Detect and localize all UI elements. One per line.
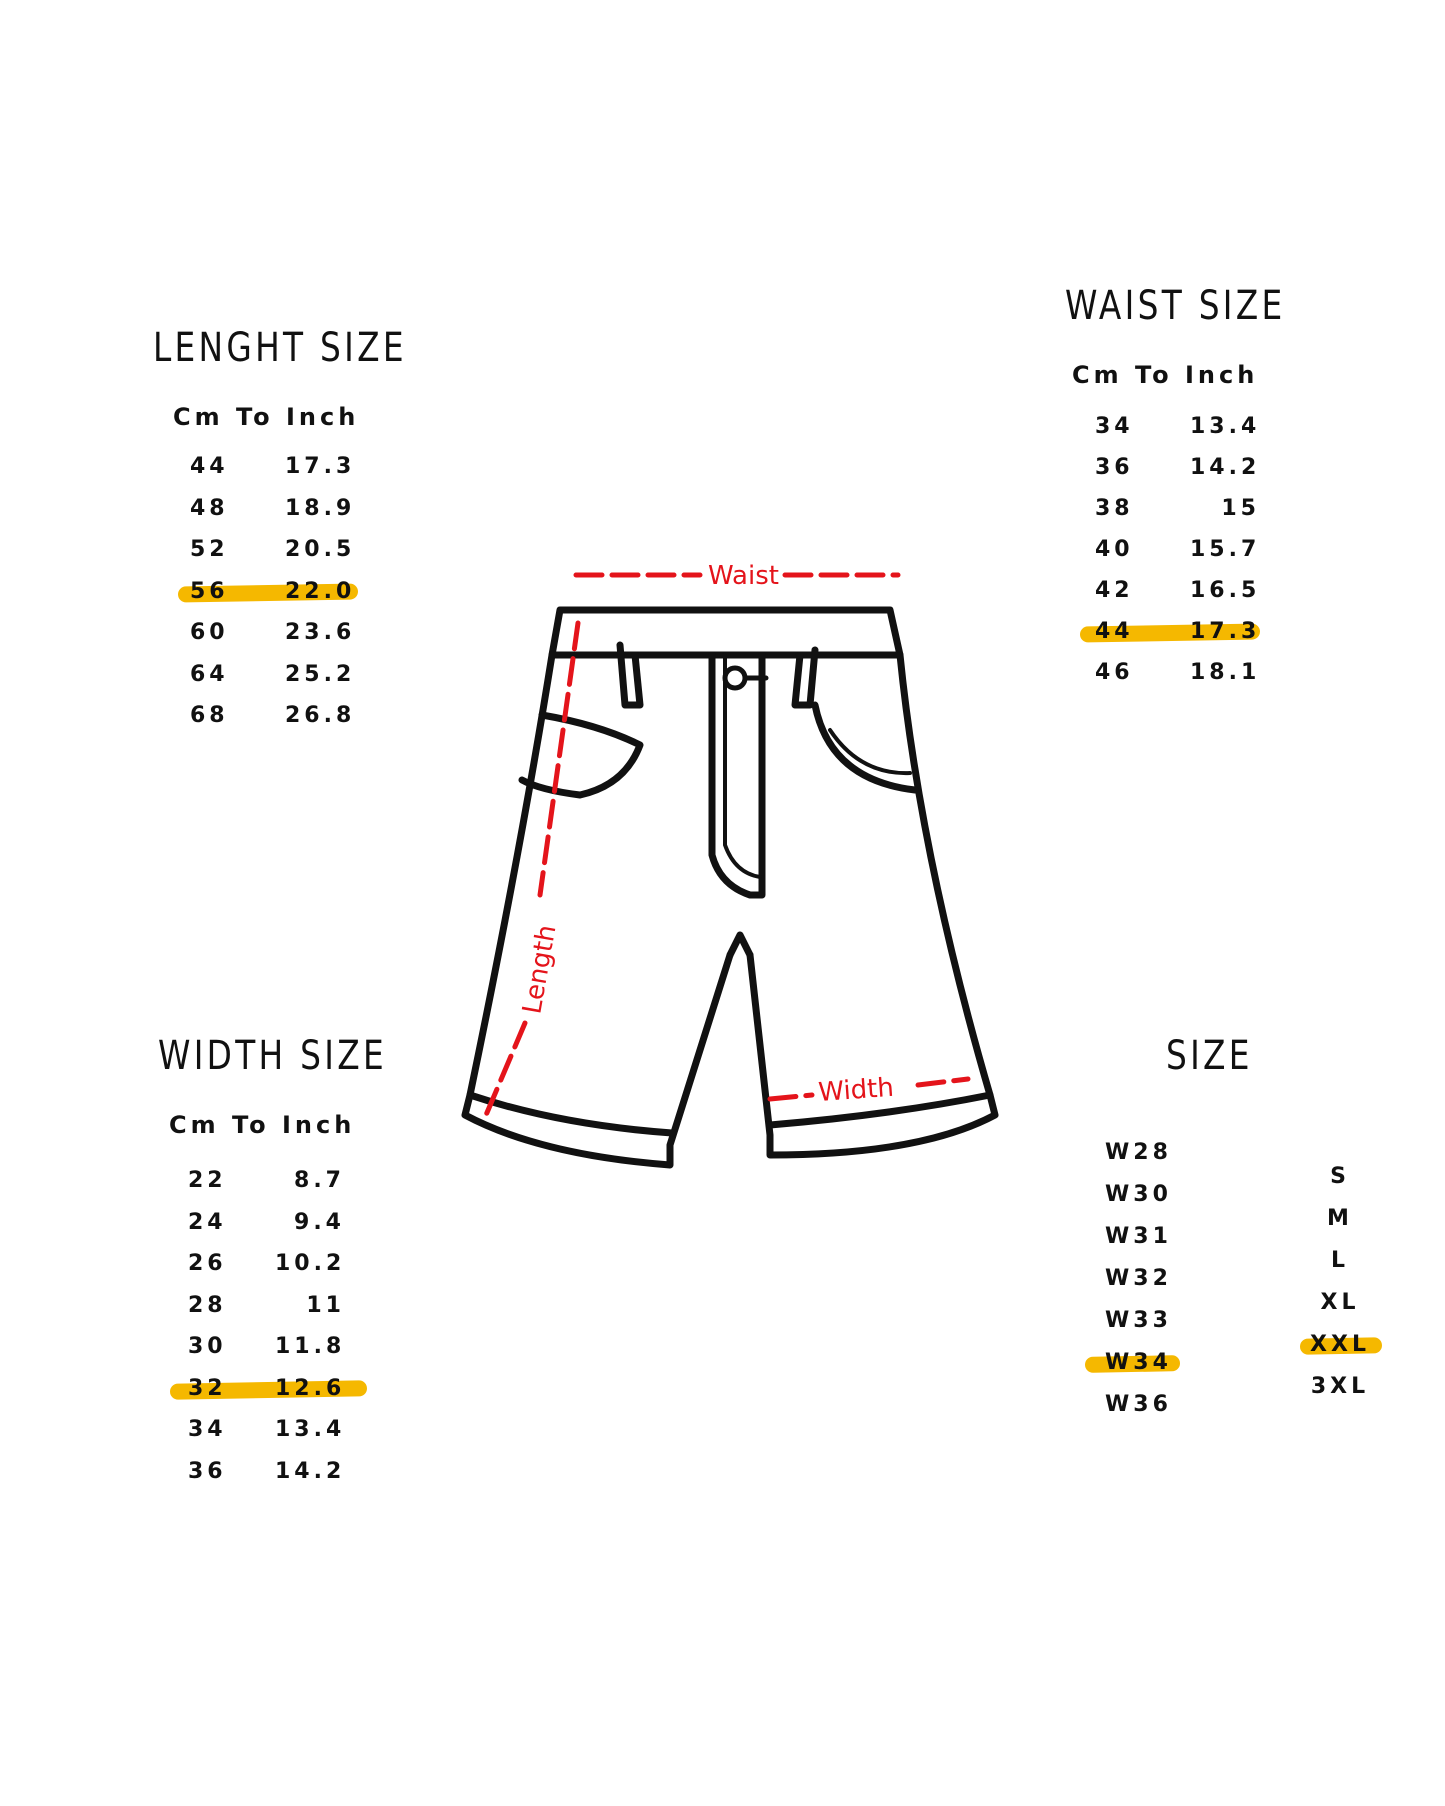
width-measure-line-right bbox=[918, 1079, 968, 1085]
size-value: 3XL bbox=[1310, 1374, 1370, 1399]
size-row bbox=[150, 655, 410, 695]
cm-value: 60 bbox=[190, 620, 229, 645]
size-row bbox=[150, 613, 410, 653]
inch-value: 22.0 bbox=[285, 578, 356, 604]
inch-value: 9.4 bbox=[294, 1209, 345, 1235]
button-icon bbox=[725, 668, 745, 688]
width-size-title: WIDTH SIZE bbox=[158, 1033, 387, 1079]
width-label: Width bbox=[817, 1072, 895, 1108]
size-value: W31 bbox=[1105, 1224, 1172, 1249]
size-list-item bbox=[1080, 1175, 1200, 1215]
size-value: W34 bbox=[1105, 1350, 1172, 1375]
size-list-item bbox=[1210, 1283, 1360, 1323]
size-value: W33 bbox=[1105, 1308, 1172, 1333]
cm-value: 24 bbox=[188, 1209, 227, 1235]
size-row bbox=[1060, 407, 1320, 447]
inch-value: 15 bbox=[1221, 496, 1260, 521]
inch-value: 12.6 bbox=[275, 1375, 346, 1401]
size-list-item bbox=[1080, 1343, 1200, 1383]
size-row bbox=[150, 489, 410, 529]
cm-value: 42 bbox=[1095, 578, 1134, 603]
width-measure-line-left bbox=[770, 1095, 812, 1099]
size-row bbox=[1060, 653, 1320, 693]
cm-value: 46 bbox=[1095, 660, 1134, 685]
size-title: SIZE bbox=[1166, 1033, 1253, 1079]
waist-size-section bbox=[1060, 283, 1360, 703]
size-value: M bbox=[1327, 1206, 1353, 1231]
size-value: XL bbox=[1320, 1290, 1360, 1315]
size-value: L bbox=[1330, 1248, 1350, 1273]
inch-value: 11.8 bbox=[275, 1334, 346, 1359]
size-section bbox=[1080, 1033, 1410, 1493]
width-size-section bbox=[155, 1033, 455, 1513]
cm-value: 68 bbox=[190, 703, 229, 728]
size-row bbox=[155, 1452, 415, 1492]
cm-value: 44 bbox=[1095, 619, 1134, 644]
crotch-line bbox=[730, 935, 750, 955]
inch-value: 20.5 bbox=[285, 537, 356, 562]
shorts-diagram bbox=[450, 555, 1010, 1175]
inch-value: 11 bbox=[306, 1292, 345, 1318]
inch-value: 8.7 bbox=[294, 1168, 345, 1193]
size-value: XXL bbox=[1310, 1332, 1370, 1357]
size-row bbox=[155, 1286, 415, 1326]
inch-value: 13.4 bbox=[1190, 414, 1261, 439]
size-row bbox=[1060, 489, 1320, 529]
size-list-item bbox=[1210, 1367, 1370, 1407]
waist-size-title: WAIST SIZE bbox=[1065, 283, 1286, 329]
cm-value: 22 bbox=[188, 1168, 227, 1193]
size-row bbox=[1060, 448, 1320, 488]
size-list-item bbox=[1210, 1325, 1370, 1365]
waistband-outline bbox=[552, 610, 900, 655]
size-row bbox=[155, 1369, 415, 1409]
size-list-item bbox=[1080, 1133, 1200, 1173]
size-row bbox=[155, 1244, 415, 1284]
size-row bbox=[1060, 612, 1320, 652]
size-row bbox=[1060, 571, 1320, 611]
inch-value: 18.1 bbox=[1190, 660, 1261, 685]
cm-value: 40 bbox=[1095, 537, 1134, 562]
size-row bbox=[150, 696, 410, 736]
cm-value: 48 bbox=[190, 495, 229, 521]
inch-value: 17.3 bbox=[1190, 619, 1261, 644]
size-value: W28 bbox=[1105, 1140, 1172, 1165]
cm-value: 44 bbox=[190, 454, 229, 479]
size-value: W36 bbox=[1105, 1392, 1172, 1417]
cm-value: 64 bbox=[190, 661, 229, 687]
inch-value: 14.2 bbox=[275, 1458, 346, 1484]
length-size-subtitle: Cm To Inch bbox=[173, 403, 360, 431]
size-value: W32 bbox=[1105, 1266, 1172, 1291]
length-measure-line-top bbox=[540, 623, 578, 895]
cm-value: 56 bbox=[190, 578, 229, 604]
width-size-subtitle: Cm To Inch bbox=[169, 1111, 356, 1139]
size-list-item bbox=[1080, 1259, 1200, 1299]
inch-value: 25.2 bbox=[285, 661, 356, 687]
inch-value: 18.9 bbox=[285, 495, 356, 521]
length-measure-line-bottom bbox=[486, 1023, 525, 1115]
size-list-item bbox=[1210, 1199, 1353, 1239]
inch-value: 15.7 bbox=[1190, 537, 1261, 562]
cm-value: 34 bbox=[188, 1417, 227, 1442]
size-row bbox=[150, 572, 410, 612]
length-size-section bbox=[150, 325, 450, 745]
cm-value: 36 bbox=[188, 1458, 227, 1484]
inch-value: 23.6 bbox=[285, 620, 356, 645]
size-row bbox=[155, 1161, 415, 1201]
size-row bbox=[155, 1410, 415, 1450]
size-list-item bbox=[1080, 1385, 1200, 1425]
cm-value: 36 bbox=[1095, 455, 1134, 480]
inch-value: 13.4 bbox=[275, 1417, 346, 1442]
inch-value: 14.2 bbox=[1190, 455, 1261, 480]
size-list-item bbox=[1080, 1301, 1200, 1341]
cm-value: 52 bbox=[190, 537, 229, 562]
size-list-item bbox=[1080, 1217, 1200, 1257]
length-label: Length bbox=[517, 922, 563, 1017]
cm-value: 38 bbox=[1095, 496, 1134, 521]
right-pocket-inner bbox=[830, 730, 910, 773]
length-size-title: LENGHT SIZE bbox=[153, 325, 407, 371]
size-row bbox=[1060, 530, 1320, 570]
size-value: S bbox=[1330, 1164, 1350, 1189]
fly-outline bbox=[712, 655, 762, 895]
size-row bbox=[155, 1203, 415, 1243]
inch-value: 17.3 bbox=[285, 454, 356, 479]
cm-value: 32 bbox=[188, 1375, 227, 1401]
size-row bbox=[150, 530, 410, 570]
size-list-item bbox=[1210, 1157, 1350, 1197]
waist-label: Waist bbox=[708, 561, 779, 591]
right-pocket bbox=[815, 705, 915, 790]
cm-value: 26 bbox=[188, 1251, 227, 1276]
inch-value: 26.8 bbox=[285, 703, 356, 728]
inch-value: 10.2 bbox=[275, 1251, 346, 1276]
size-value: W30 bbox=[1105, 1182, 1172, 1207]
cm-value: 34 bbox=[1095, 414, 1134, 439]
cm-value: 28 bbox=[188, 1292, 227, 1318]
size-list-item bbox=[1210, 1241, 1350, 1281]
cm-value: 30 bbox=[188, 1334, 227, 1359]
waist-size-subtitle: Cm To Inch bbox=[1072, 361, 1259, 389]
inch-value: 16.5 bbox=[1190, 578, 1261, 603]
size-row bbox=[150, 447, 410, 487]
size-row bbox=[155, 1327, 415, 1367]
